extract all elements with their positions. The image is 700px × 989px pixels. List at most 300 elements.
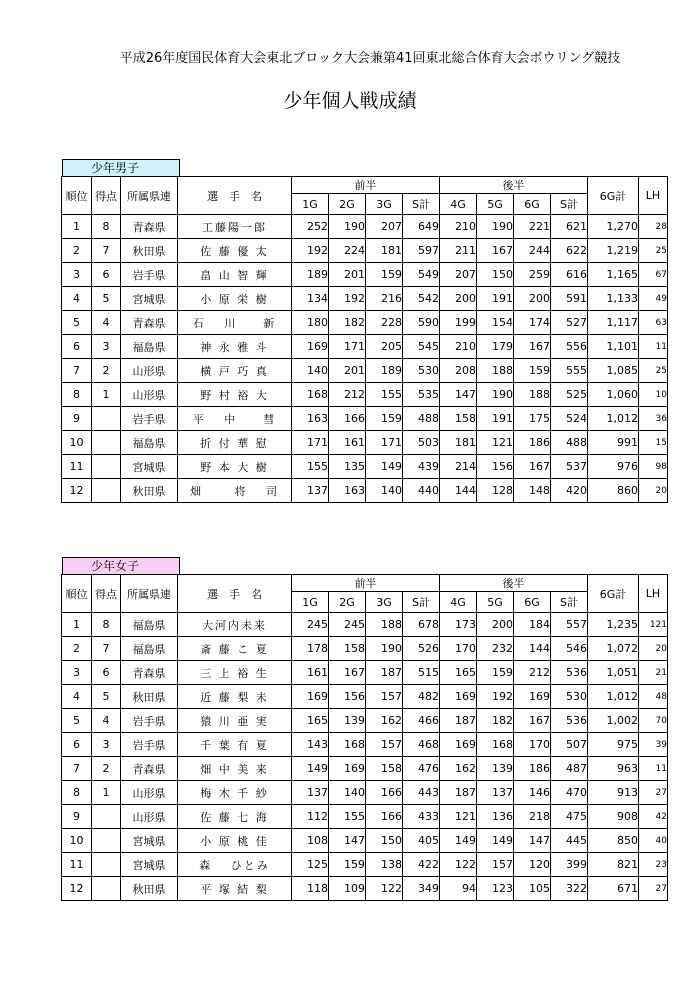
header-3g: 3G [366, 194, 403, 215]
game-4-score: 121 [440, 805, 477, 829]
table-row [62, 431, 668, 455]
prefecture-cell: 岩手県 [121, 709, 178, 733]
points-cell: 2 [92, 757, 121, 781]
game-1-score: 155 [292, 455, 329, 479]
game-2-score: 158 [329, 637, 366, 661]
player-name-cell: 斎 藤 こ 夏 [178, 637, 292, 661]
header-prefecture: 所属県連 [121, 177, 178, 215]
game-3-score: 171 [366, 431, 403, 455]
game-5-score: 137 [477, 781, 514, 805]
game-4-score: 173 [440, 613, 477, 637]
game-5-score: 168 [477, 733, 514, 757]
points-cell [92, 805, 121, 829]
rank-cell: 2 [62, 637, 92, 661]
game-1-score: 192 [292, 239, 329, 263]
prefecture-cell: 山形県 [121, 805, 178, 829]
first-half-subtotal: 433 [403, 805, 440, 829]
rank-cell: 3 [62, 263, 92, 287]
points-cell [92, 829, 121, 853]
game-5-score: 121 [477, 431, 514, 455]
header-rank: 順位 [62, 177, 92, 215]
game-2-score: 156 [329, 685, 366, 709]
prefecture-cell: 秋田県 [121, 685, 178, 709]
first-half-subtotal: 503 [403, 431, 440, 455]
table-row [62, 733, 668, 757]
game-4-score: 207 [440, 263, 477, 287]
player-name-cell: 折 付 華 慰 [178, 431, 292, 455]
lh-value: 48 [639, 685, 668, 709]
game-2-score: 135 [329, 455, 366, 479]
second-half-subtotal: 537 [551, 455, 588, 479]
prefecture-cell: 宮城県 [121, 853, 178, 877]
game-1-score: 169 [292, 685, 329, 709]
game-1-score: 149 [292, 757, 329, 781]
header-6g: 6G [514, 194, 551, 215]
game-3-score: 166 [366, 805, 403, 829]
game-3-score: 216 [366, 287, 403, 311]
game-1-score: 134 [292, 287, 329, 311]
game-6-score: 174 [514, 311, 551, 335]
table-row [62, 829, 668, 853]
lh-value: 20 [639, 637, 668, 661]
game-4-score: 169 [440, 733, 477, 757]
rank-cell: 6 [62, 335, 92, 359]
game-6-score: 120 [514, 853, 551, 877]
game-2-score: 245 [329, 613, 366, 637]
rank-cell: 4 [62, 287, 92, 311]
game-2-score: 171 [329, 335, 366, 359]
game-1-score: 137 [292, 479, 329, 503]
table-row [62, 757, 668, 781]
second-half-subtotal: 399 [551, 853, 588, 877]
table-row [62, 359, 668, 383]
header-second-half: 後半 [440, 575, 588, 592]
six-game-total: 1,012 [588, 685, 639, 709]
lh-value: 21 [639, 661, 668, 685]
game-1-score: 140 [292, 359, 329, 383]
game-1-score: 245 [292, 613, 329, 637]
lh-value: 27 [639, 877, 668, 901]
game-6-score: 184 [514, 613, 551, 637]
six-game-total: 1,165 [588, 263, 639, 287]
player-name-cell: 佐 藤 七 海 [178, 805, 292, 829]
game-1-score: 252 [292, 215, 329, 239]
prefecture-cell: 青森県 [121, 661, 178, 685]
rank-cell: 8 [62, 781, 92, 805]
table-row [62, 407, 668, 431]
game-5-score: 139 [477, 757, 514, 781]
first-half-subtotal: 482 [403, 685, 440, 709]
game-2-score: 139 [329, 709, 366, 733]
second-half-subtotal: 536 [551, 709, 588, 733]
prefecture-cell: 福島県 [121, 637, 178, 661]
event-title: 平成26年度国民体育大会東北ブロック大会兼第41回東北総合体育大会ボウリング競技 [119, 51, 621, 66]
game-5-score: 179 [477, 335, 514, 359]
lh-value: 63 [639, 311, 668, 335]
second-half-subtotal: 470 [551, 781, 588, 805]
header-2g: 2G [329, 592, 366, 613]
game-6-score: 169 [514, 685, 551, 709]
rank-cell: 6 [62, 733, 92, 757]
first-half-subtotal: 549 [403, 263, 440, 287]
rank-cell: 2 [62, 239, 92, 263]
table-row [62, 613, 668, 637]
first-half-subtotal: 542 [403, 287, 440, 311]
prefecture-cell: 宮城県 [121, 287, 178, 311]
game-4-score: 169 [440, 685, 477, 709]
lh-value: 49 [639, 287, 668, 311]
six-game-total: 913 [588, 781, 639, 805]
player-name-cell: 佐 藤 優 太 [178, 239, 292, 263]
table-row [62, 637, 668, 661]
game-2-score: 163 [329, 479, 366, 503]
player-name-cell: 野 本 大 樹 [178, 455, 292, 479]
rank-cell: 10 [62, 829, 92, 853]
game-6-score: 188 [514, 383, 551, 407]
first-half-subtotal: 545 [403, 335, 440, 359]
game-4-score: 200 [440, 287, 477, 311]
six-game-total: 908 [588, 805, 639, 829]
six-game-total: 671 [588, 877, 639, 901]
game-4-score: 211 [440, 239, 477, 263]
table-row [62, 479, 668, 503]
game-4-score: 94 [440, 877, 477, 901]
game-3-score: 157 [366, 733, 403, 757]
player-name-cell: 三 上 裕 生 [178, 661, 292, 685]
game-1-score: 118 [292, 877, 329, 901]
header-1g: 1G [292, 194, 329, 215]
header-5g: 5G [477, 194, 514, 215]
player-name-cell: 石 川 新 [178, 311, 292, 335]
game-3-score: 157 [366, 685, 403, 709]
game-5-score: 150 [477, 263, 514, 287]
page-title: 少年個人戦成績 [283, 90, 417, 112]
prefecture-cell: 秋田県 [121, 877, 178, 901]
lh-value: 25 [639, 239, 668, 263]
header-2g: 2G [329, 194, 366, 215]
header-prefecture: 所属県連 [121, 575, 178, 613]
prefecture-cell: 青森県 [121, 757, 178, 781]
game-6-score: 259 [514, 263, 551, 287]
rank-cell: 10 [62, 431, 92, 455]
first-half-subtotal: 468 [403, 733, 440, 757]
six-game-total: 1,002 [588, 709, 639, 733]
prefecture-cell: 福島県 [121, 335, 178, 359]
game-1-score: 171 [292, 431, 329, 455]
game-6-score: 186 [514, 757, 551, 781]
rank-cell: 1 [62, 613, 92, 637]
game-1-score: 137 [292, 781, 329, 805]
lh-value: 121 [639, 613, 668, 637]
points-cell: 7 [92, 637, 121, 661]
game-5-score: 188 [477, 359, 514, 383]
six-game-total: 1,060 [588, 383, 639, 407]
table-row [62, 335, 668, 359]
table-row [62, 263, 668, 287]
six-game-total: 975 [588, 733, 639, 757]
rank-cell: 4 [62, 685, 92, 709]
game-6-score: 148 [514, 479, 551, 503]
second-half-subtotal: 530 [551, 685, 588, 709]
game-2-score: 201 [329, 263, 366, 287]
header-5g: 5G [477, 592, 514, 613]
six-game-total: 1,133 [588, 287, 639, 311]
rank-cell: 12 [62, 479, 92, 503]
header-s2-subtotal: S計 [551, 194, 588, 215]
player-name-cell: 平 中 彗 [178, 407, 292, 431]
header-4g: 4G [440, 194, 477, 215]
first-half-subtotal: 488 [403, 407, 440, 431]
first-half-subtotal: 422 [403, 853, 440, 877]
player-name-cell: 畑 将 司 [178, 479, 292, 503]
game-4-score: 208 [440, 359, 477, 383]
header-s1-subtotal: S計 [403, 194, 440, 215]
rank-cell: 11 [62, 455, 92, 479]
game-6-score: 146 [514, 781, 551, 805]
points-cell [92, 853, 121, 877]
lh-value: 27 [639, 781, 668, 805]
rank-cell: 7 [62, 757, 92, 781]
game-5-score: 156 [477, 455, 514, 479]
player-name-cell: 猿 川 亜 実 [178, 709, 292, 733]
header-player-name: 選 手 名 [178, 575, 292, 613]
game-2-score: 166 [329, 407, 366, 431]
game-3-score: 205 [366, 335, 403, 359]
game-2-score: 182 [329, 311, 366, 335]
game-1-score: 180 [292, 311, 329, 335]
second-half-subtotal: 524 [551, 407, 588, 431]
points-cell [92, 479, 121, 503]
lh-value: 70 [639, 709, 668, 733]
six-game-total: 821 [588, 853, 639, 877]
second-half-subtotal: 616 [551, 263, 588, 287]
header-player-name: 選 手 名 [178, 177, 292, 215]
second-half-subtotal: 622 [551, 239, 588, 263]
game-4-score: 210 [440, 215, 477, 239]
game-4-score: 147 [440, 383, 477, 407]
rank-cell: 5 [62, 311, 92, 335]
game-5-score: 191 [477, 287, 514, 311]
points-cell: 6 [92, 661, 121, 685]
game-2-score: 201 [329, 359, 366, 383]
six-game-total: 1,101 [588, 335, 639, 359]
player-name-cell: 畠 山 智 輝 [178, 263, 292, 287]
game-4-score: 181 [440, 431, 477, 455]
header-rank: 順位 [62, 575, 92, 613]
game-6-score: 175 [514, 407, 551, 431]
game-2-score: 155 [329, 805, 366, 829]
game-5-score: 192 [477, 685, 514, 709]
rank-cell: 9 [62, 805, 92, 829]
rank-cell: 11 [62, 853, 92, 877]
first-half-subtotal: 530 [403, 359, 440, 383]
game-1-score: 168 [292, 383, 329, 407]
game-4-score: 187 [440, 709, 477, 733]
first-half-subtotal: 476 [403, 757, 440, 781]
second-half-subtotal: 487 [551, 757, 588, 781]
game-5-score: 190 [477, 383, 514, 407]
points-cell: 4 [92, 709, 121, 733]
game-2-score: 109 [329, 877, 366, 901]
lh-value: 23 [639, 853, 668, 877]
game-5-score: 136 [477, 805, 514, 829]
rank-cell: 8 [62, 383, 92, 407]
prefecture-cell: 岩手県 [121, 407, 178, 431]
game-3-score: 188 [366, 613, 403, 637]
game-5-score: 154 [477, 311, 514, 335]
points-cell [92, 407, 121, 431]
header-4g: 4G [440, 592, 477, 613]
girls-section-label: 少年女子 [62, 557, 180, 574]
lh-value: 40 [639, 829, 668, 853]
first-half-subtotal: 349 [403, 877, 440, 901]
player-name-cell: 小 原 桃 佳 [178, 829, 292, 853]
game-2-score: 140 [329, 781, 366, 805]
first-half-subtotal: 526 [403, 637, 440, 661]
game-3-score: 149 [366, 455, 403, 479]
table-row [62, 383, 668, 407]
lh-value: 67 [639, 263, 668, 287]
game-6-score: 200 [514, 287, 551, 311]
second-half-subtotal: 557 [551, 613, 588, 637]
header-6g-total: 6G計 [588, 177, 639, 215]
second-half-subtotal: 591 [551, 287, 588, 311]
game-4-score: 199 [440, 311, 477, 335]
second-half-subtotal: 555 [551, 359, 588, 383]
game-1-score: 143 [292, 733, 329, 757]
points-cell: 5 [92, 287, 121, 311]
game-5-score: 157 [477, 853, 514, 877]
header-1g: 1G [292, 592, 329, 613]
rank-cell: 9 [62, 407, 92, 431]
game-3-score: 189 [366, 359, 403, 383]
points-cell: 8 [92, 215, 121, 239]
header-points: 得点 [92, 575, 121, 613]
game-2-score: 147 [329, 829, 366, 853]
lh-value: 20 [639, 479, 668, 503]
game-4-score: 149 [440, 829, 477, 853]
rank-cell: 3 [62, 661, 92, 685]
table-row [62, 287, 668, 311]
lh-value: 11 [639, 335, 668, 359]
points-cell: 1 [92, 383, 121, 407]
points-cell [92, 877, 121, 901]
table-row [62, 877, 668, 901]
game-1-score: 165 [292, 709, 329, 733]
first-half-subtotal: 405 [403, 829, 440, 853]
six-game-total: 991 [588, 431, 639, 455]
points-cell: 7 [92, 239, 121, 263]
second-half-subtotal: 536 [551, 661, 588, 685]
game-3-score: 158 [366, 757, 403, 781]
player-name-cell: 畑 中 美 来 [178, 757, 292, 781]
game-2-score: 224 [329, 239, 366, 263]
lh-value: 39 [639, 733, 668, 757]
first-half-subtotal: 678 [403, 613, 440, 637]
rank-cell: 12 [62, 877, 92, 901]
six-game-total: 1,085 [588, 359, 639, 383]
player-name-cell: 千 葉 有 夏 [178, 733, 292, 757]
first-half-subtotal: 443 [403, 781, 440, 805]
player-name-cell: 梅 木 千 紗 [178, 781, 292, 805]
header-s2-subtotal: S計 [551, 592, 588, 613]
game-3-score: 138 [366, 853, 403, 877]
lh-value: 15 [639, 431, 668, 455]
six-game-total: 1,012 [588, 407, 639, 431]
game-6-score: 167 [514, 709, 551, 733]
first-half-subtotal: 590 [403, 311, 440, 335]
game-1-score: 108 [292, 829, 329, 853]
prefecture-cell: 宮城県 [121, 829, 178, 853]
table-row [62, 239, 668, 263]
six-game-total: 1,270 [588, 215, 639, 239]
prefecture-cell: 山形県 [121, 383, 178, 407]
points-cell: 3 [92, 335, 121, 359]
second-half-subtotal: 488 [551, 431, 588, 455]
prefecture-cell: 岩手県 [121, 263, 178, 287]
first-half-subtotal: 649 [403, 215, 440, 239]
game-6-score: 218 [514, 805, 551, 829]
player-name-cell: 横 戸 巧 真 [178, 359, 292, 383]
game-4-score: 162 [440, 757, 477, 781]
game-3-score: 122 [366, 877, 403, 901]
table-row [62, 685, 668, 709]
six-game-total: 1,235 [588, 613, 639, 637]
header-lh: LH [639, 177, 668, 215]
six-game-total: 976 [588, 455, 639, 479]
game-3-score: 159 [366, 407, 403, 431]
game-6-score: 159 [514, 359, 551, 383]
game-3-score: 155 [366, 383, 403, 407]
game-5-score: 123 [477, 877, 514, 901]
game-3-score: 162 [366, 709, 403, 733]
player-name-cell: 森 ひとみ [178, 853, 292, 877]
player-name-cell: 近 藤 梨 未 [178, 685, 292, 709]
game-3-score: 150 [366, 829, 403, 853]
six-game-total: 963 [588, 757, 639, 781]
header-3g: 3G [366, 592, 403, 613]
prefecture-cell: 青森県 [121, 215, 178, 239]
second-half-subtotal: 527 [551, 311, 588, 335]
game-1-score: 161 [292, 661, 329, 685]
lh-value: 10 [639, 383, 668, 407]
game-5-score: 232 [477, 637, 514, 661]
table-row [62, 853, 668, 877]
six-game-total: 1,117 [588, 311, 639, 335]
rank-cell: 1 [62, 215, 92, 239]
second-half-subtotal: 546 [551, 637, 588, 661]
game-3-score: 207 [366, 215, 403, 239]
game-6-score: 212 [514, 661, 551, 685]
second-half-subtotal: 322 [551, 877, 588, 901]
game-2-score: 167 [329, 661, 366, 685]
girls-results-table [61, 574, 668, 901]
prefecture-cell: 福島県 [121, 431, 178, 455]
table-row [62, 709, 668, 733]
header-first-half: 前半 [292, 177, 440, 194]
prefecture-cell: 福島県 [121, 613, 178, 637]
six-game-total: 850 [588, 829, 639, 853]
player-name-cell: 大河内未来 [178, 613, 292, 637]
game-4-score: 214 [440, 455, 477, 479]
points-cell: 4 [92, 311, 121, 335]
game-1-score: 189 [292, 263, 329, 287]
game-4-score: 187 [440, 781, 477, 805]
second-half-subtotal: 445 [551, 829, 588, 853]
game-3-score: 187 [366, 661, 403, 685]
game-6-score: 186 [514, 431, 551, 455]
header-first-half: 前半 [292, 575, 440, 592]
